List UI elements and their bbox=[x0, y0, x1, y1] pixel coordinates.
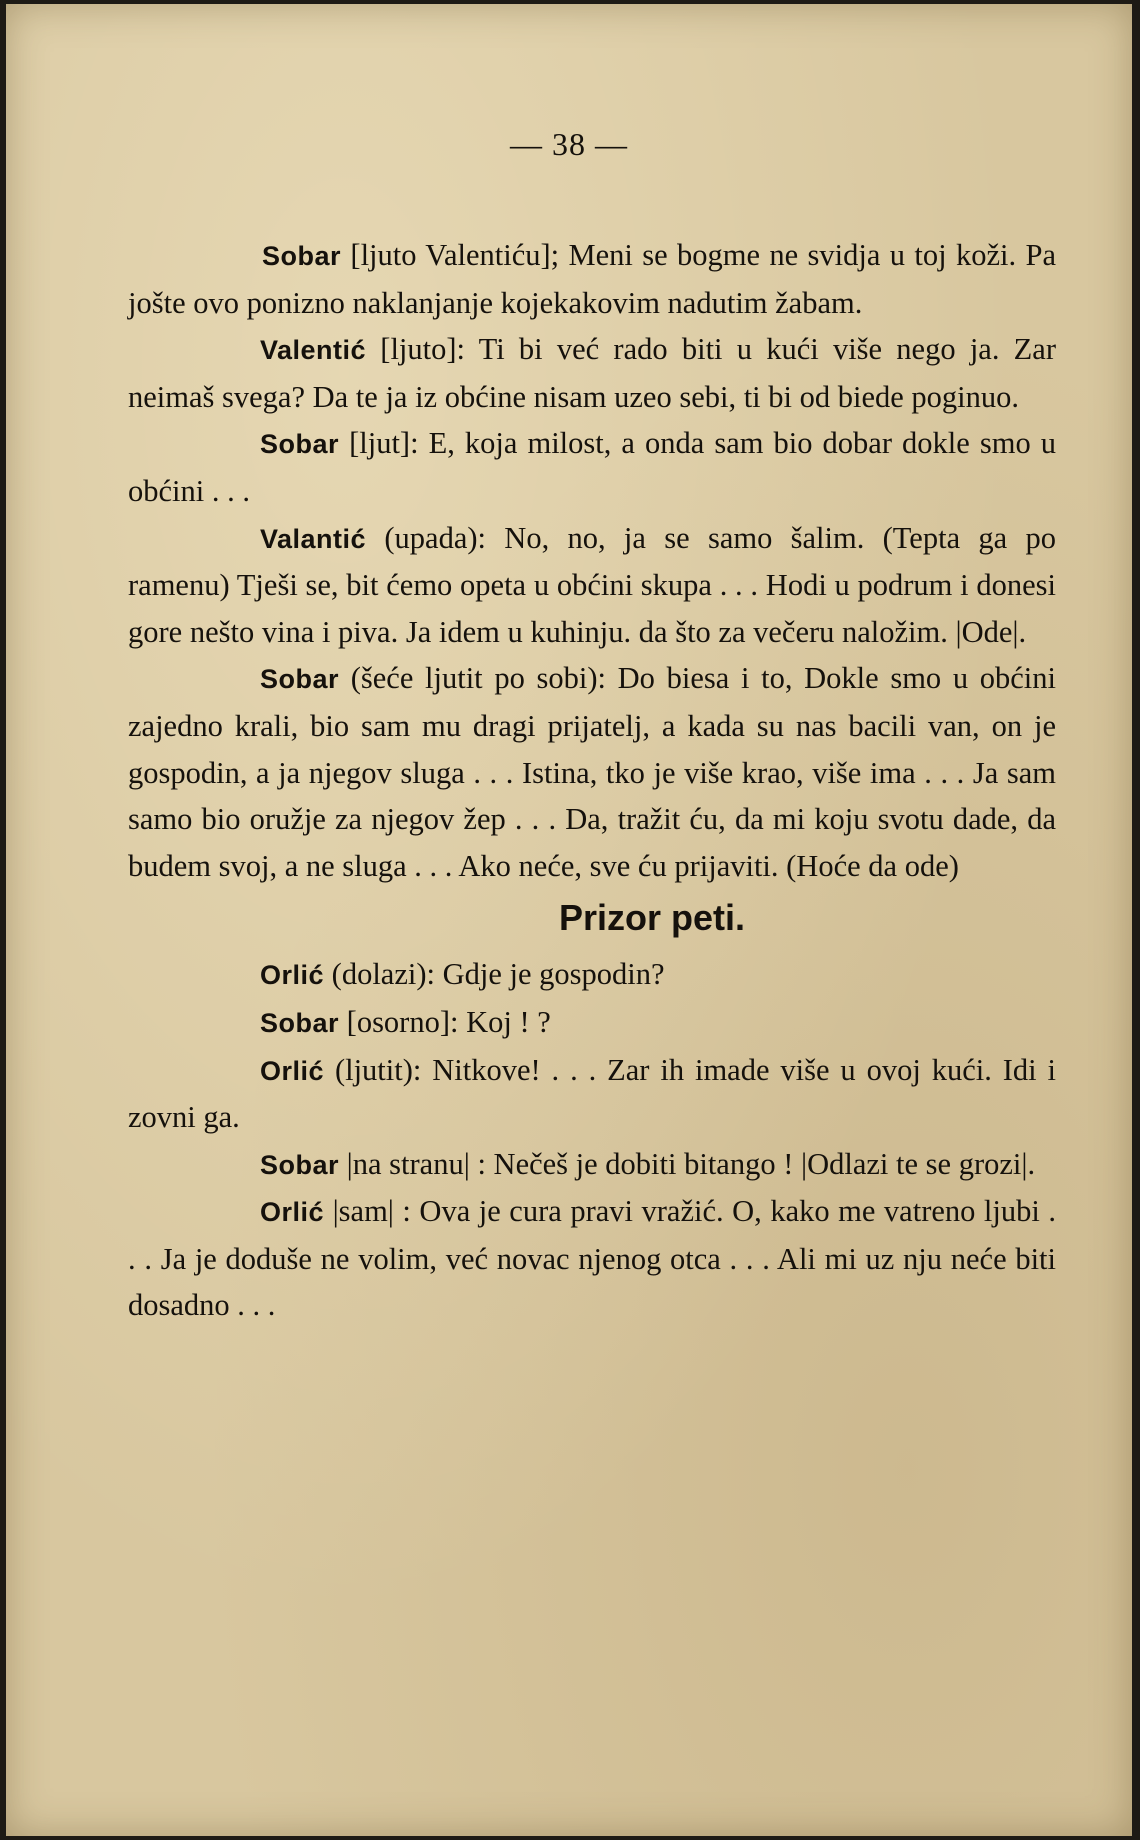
speaker-name: Valentić bbox=[260, 335, 367, 366]
paragraph bbox=[128, 420, 1056, 514]
paragraph bbox=[128, 655, 1056, 889]
dialogue-text: (dolazi): Gdje je gospodin? bbox=[331, 957, 665, 992]
speaker-name: Sobar bbox=[260, 1149, 340, 1180]
page-number: — 38 — bbox=[510, 126, 628, 162]
speaker-name: Sobar bbox=[260, 664, 340, 695]
paragraph bbox=[128, 951, 1056, 999]
speaker-name: Sobar bbox=[260, 1007, 340, 1038]
speaker-name: Sobar bbox=[260, 429, 340, 460]
dialogue-text: [ljuto]: Ti bi već rado biti u kući više nego ja. Zar neimaš svega? Da te ja iz obćine nisam uzeo sebi, ti bi od biede poginuo. bbox=[128, 332, 1057, 414]
speaker-name: Sobar bbox=[262, 241, 342, 271]
dialogue-text: (ljutit): Nitkove! . . . Zar ih imade više u ovoj kući. Idi i zovni ga. bbox=[128, 1052, 1056, 1135]
paragraph bbox=[128, 1188, 1056, 1329]
dialogue-text: |sam| : Ova je cura pravi vražić. O, kako me vatreno ljubi . . . Ja je doduše ne volim, već novac njenog otca . . . Ali mi uz nju neće biti dosadno . . . bbox=[128, 1194, 1056, 1323]
dialogue-text: [ljuto Valentiću]; Meni se bogme ne svidja u toj koži. Pa jošte ovo ponizno naklanjanje kojekakovim nadutim žabam. bbox=[128, 238, 1056, 320]
page-text bbox=[128, 232, 1056, 1329]
speaker-name: Valantić bbox=[260, 523, 367, 554]
paragraph bbox=[128, 326, 1056, 420]
paragraph bbox=[128, 1047, 1056, 1141]
dialogue-text: [osorno]: Koj ! ? bbox=[346, 1004, 551, 1039]
speaker-name: Orlić bbox=[260, 1197, 325, 1228]
speaker-name: Orlić bbox=[260, 1055, 325, 1086]
dialogue-text: (šeće ljutit po sobi): Do biesa i to, Dokle smo u obćini zajedno krali, bio sam mu dragi prijatelj, a kada su nas bacili van, on je gospodin, a ja njegov sluga . . . Istina, tko je više krao, više ima . . . Ja sam samo bio oružje za njegov žep . . . Da, tražit ću, da mi koju svotu dade, da budem svoj, a ne sluga . . . Ako neće, sve ću prijaviti. (Hoće da ode) bbox=[128, 661, 1057, 883]
paragraph bbox=[128, 515, 1056, 656]
paragraph bbox=[128, 232, 1056, 326]
scene-heading: Prizor peti. bbox=[558, 897, 746, 939]
dialogue-text: (upada): No, no, ja se samo šalim. (Tepta ga po ramenu) Tješi se, bit ćemo opeta u obćini skupa . . . Hodi u podrum i donesi gore nešto vina i piva. Ja idem u kuhinju. da što za večeru naložim. |Ode|. bbox=[128, 520, 1057, 649]
dialogue-text: [ljut]: E, koja milost, a onda sam bio dobar dokle smo u obćini . . . bbox=[128, 426, 1057, 508]
book-page bbox=[6, 4, 1132, 1836]
paragraph bbox=[128, 999, 1056, 1047]
speaker-name: Orlić bbox=[260, 960, 325, 991]
paragraph bbox=[128, 1141, 1056, 1189]
dialogue-text: |na stranu| : Nečeš je dobiti bitango ! |Odlazi te se grozi|. bbox=[346, 1146, 1036, 1181]
